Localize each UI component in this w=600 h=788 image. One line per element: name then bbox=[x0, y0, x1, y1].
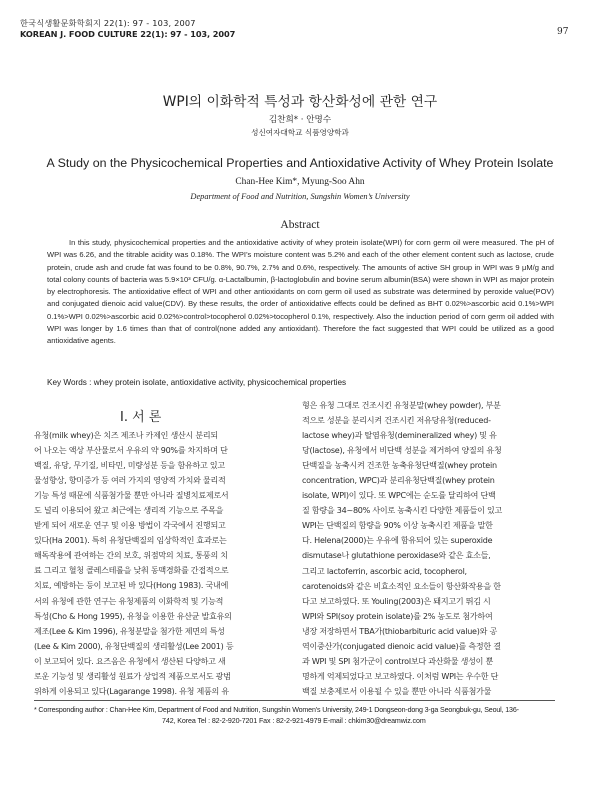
journal-title-english: KOREAN J. FOOD CULTURE 22(1): 97 - 103, 2007 bbox=[20, 29, 236, 39]
title-english: A Study on the Physicochemical Properties and Antioxidative Activity of Whey Protein Isolate bbox=[46, 156, 554, 170]
abstract-heading: Abstract bbox=[280, 218, 320, 231]
body-line: 도 널리 이용되어 왔고 최근에는 생리적 기능으로 주목을 bbox=[34, 506, 224, 516]
body-line: 이 보고되어 있다. 요즈음은 유청에서 생산된 다양하고 새 bbox=[34, 656, 226, 666]
body-line: isolate, WPI)이 있다. 또 WPC에는 순도를 달리하여 단백 bbox=[302, 491, 496, 501]
body-line: 치료, 예방하는 등이 보고된 바 있다(Hong 1983). 국내에 bbox=[34, 581, 229, 591]
body-column-right bbox=[302, 398, 555, 699]
section-heading-introduction: I. 서 론 bbox=[120, 410, 162, 425]
body-line: 로운 기능성 및 생리활성 원료가 상업적 제품으로서도 광범 bbox=[34, 671, 231, 681]
page-number: 97 bbox=[557, 27, 569, 37]
body-line: 물성향상, 향미증가 등 여러 가지의 영양적 가치와 물리적 bbox=[34, 476, 226, 486]
body-line: carotenoids와 같은 비효소적인 요소들이 항산화작용을 한 bbox=[302, 581, 501, 591]
body-line: 특성(Cho & Hong 1995), 유청을 이용한 유산균 발효유의 bbox=[34, 611, 232, 621]
body-line: 형은 유청 그대로 건조시킨 유청분말(whey powder), 부분 bbox=[302, 401, 501, 410]
body-line: 백질 보충제로서 이용될 수 있을 뿐만 아니라 식품첨가물 bbox=[302, 686, 492, 696]
body-line: dismutase나 glutathione peroxidase와 같은 효소들, bbox=[302, 551, 491, 561]
affiliation-korean: 성신여자대학교 식품영양학과 bbox=[251, 128, 349, 137]
body-line: 당(lactose), 유청에서 비단백 성분을 제거하여 양질의 유청 bbox=[302, 446, 502, 456]
body-line: 료 그리고 혈청 콜레스테롤을 낮춰 동맥경화를 간접적으로 bbox=[34, 566, 229, 576]
footnote-line-2: 742, Korea Tel : 82-2-920-7201 Fax : 82-2-921-4979 E-mail : chkim30@dreamwiz.com bbox=[162, 717, 426, 725]
body-line: 역이중산가(conjugated dienoic acid value)를 측정한 결 bbox=[302, 641, 501, 651]
title-korean: WPI의 이화학적 특성과 항산화성에 관한 연구 bbox=[162, 94, 438, 110]
body-line: 다고 보고하였다. 또 Youling(2003)은 돼지고기 뛰김 시 bbox=[302, 596, 491, 606]
body-line: 어 나오는 액상 부산물로서 우유의 약 90%를 차지하며 단 bbox=[34, 446, 228, 456]
body-line: 질 함량을 34~80% 사이로 농축시킨 다양한 제품들이 있고 bbox=[302, 506, 502, 516]
body-line: 냉장 저장하면서 TBA가(thiobarbituric acid value)와 공 bbox=[302, 626, 497, 636]
body-line: 있다(Ha 2001). 특히 유청단백질의 임상학적인 효과로는 bbox=[34, 536, 227, 546]
body-line: 제조(Lee & Kim 1996), 유청분말을 첨가한 제면의 특성 bbox=[34, 626, 225, 636]
body-line: 백질, 유당, 무기질, 비타민, 미량성분 등을 함유하고 있고 bbox=[34, 461, 225, 471]
body-line: 다. Helena(2000)는 우유에 함유되어 있는 superoxide bbox=[302, 536, 493, 546]
body-line: 그리고 lactoferrin, ascorbic acid, tocopherol, bbox=[302, 566, 467, 576]
body-line: 적으로 성분을 분리시켜 건조시킨 저유당유청(reduced- bbox=[302, 416, 491, 426]
footnote-line-1: * Corresponding author : Chan-Hee Kim, Department of Food and Nutrition, Sungshin Women’s University, 249-1 Dongseon-dong 3-ga Seongbuk-gu, Seoul, 136- bbox=[34, 706, 519, 714]
body-line: 기능 특성 때문에 식품첨가물 뿐만 아니라 질병치료제로서 bbox=[34, 491, 229, 501]
department-english: Department of Food and Nutrition, Sungshin Women’s University bbox=[190, 192, 410, 201]
journal-title-korean: 한국식생활문화학회지 22(1): 97 - 103, 2007 bbox=[20, 18, 196, 28]
body-line: 단백질을 농축시켜 건조한 농축유청단백질(whey protein bbox=[302, 461, 497, 471]
body-line: 명하게 억제되었다고 보고하였다. 이처럼 WPI는 우수한 단 bbox=[302, 671, 499, 681]
body-line: 위하게 이용되고 있다(Lagarange 1998). 유청 제품의 유 bbox=[34, 686, 229, 696]
body-line: 과 WPI 및 SPI 첨가군이 control보다 과산화물 생성이 뿐 bbox=[302, 656, 493, 666]
body-line: lactose whey)과 탈염유청(demineralized whey) 및 유 bbox=[302, 431, 497, 441]
authors-english: Chan-Hee Kim*, Myung-Soo Ahn bbox=[235, 177, 365, 187]
abstract-body: In this study, physicochemical properties and the antioxidative activity of whey protein isolate(WPI) for corn germ oil were measured. The pH of WPI was 6.26, and the titrable acidity was 0.18%. The WPI’s moisture content was 5.2% and each of the other element content such as lactose, crude protein, crude ash and crude fat was found to be 0.8%, 90.7%, 2.7% and 0.6%, respectively. The amounts of active SH group in WPI was 9 μM/g and total colony counts of bacteria was 5.9×10³ CFU/g. α-Lactalbumin, β-lactoglobulin and bovine serum albumin(BSA) were shown in WPI as major protein by electrophoresis. The antioxidative effect of WPI and other antioxidants on corn germ oil used as substrate was determined by peroxide value(POV) and conjugated dienoic acid value(CDV). By these results, the order of antioxidative effects could be defined as BHT 0.02%>ascorbic acid 0.1%>WPI 0.1%>WPI 0.02%>ascorbic acid 0.02%>control>tocopherol 0.02%>tocopherol 0.1%, respectively. Also the induction period of corn germ oil added with WPI was longer by 1.6 times than that of control(none added any antioxidant). Therefore the fact suggested that WPI could be utilized as a good antioxidative agents. bbox=[47, 238, 554, 346]
footnote-divider bbox=[34, 700, 555, 701]
body-line: concentration, WPC)과 분리유청단백질(whey protein bbox=[302, 476, 495, 486]
body-line: WPI는 단백질의 함량을 90% 이상 농축시킨 제품을 말한 bbox=[302, 521, 493, 531]
keywords: Key Words : whey protein isolate, antioxidative activity, physicochemical properties bbox=[47, 378, 347, 387]
body-line: 해독작용에 관여하는 간의 보호, 위점막의 치료, 통풍의 치 bbox=[34, 551, 228, 561]
body-line: 서의 유청에 관한 연구는 유청제품의 이화학적 및 기능적 bbox=[34, 596, 224, 606]
body-line: (Lee & Kim 2000), 유청단백질의 생리활성(Lee 2001) 등 bbox=[34, 641, 234, 651]
authors-korean: 김찬희* · 안명수 bbox=[268, 115, 332, 125]
body-line: 받게 되어 새로운 연구 및 이용 방법이 각국에서 진행되고 bbox=[34, 521, 226, 531]
body-line: WPI와 SPI(soy protein isolate)를 2% 농도로 첨가하여 bbox=[302, 611, 493, 621]
body-column-left bbox=[34, 428, 289, 699]
body-line: 유청(milk whey)은 치즈 제조나 카제인 생산시 분리되 bbox=[34, 431, 218, 440]
